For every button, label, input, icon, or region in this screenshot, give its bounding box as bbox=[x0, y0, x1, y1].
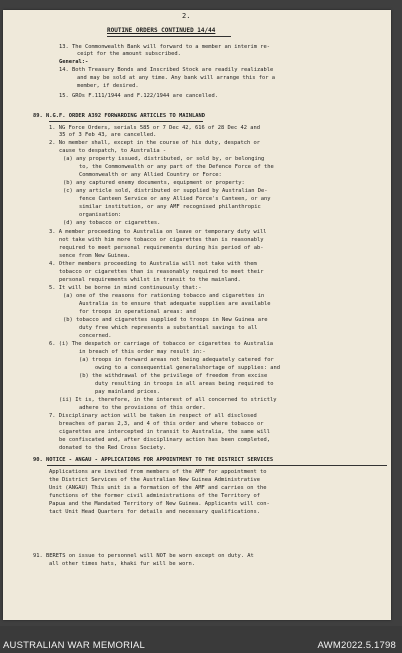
text-line: (c) any article sold, distributed or supplied by Australian De- bbox=[63, 188, 268, 194]
text-line: General:- bbox=[59, 59, 89, 65]
text-line: 4. Other members proceeding to Australia will not take with them bbox=[49, 261, 257, 267]
text-line: adhere to the provisions of this order. bbox=[79, 405, 206, 411]
text-line: donated to the Red Cross Society. bbox=[59, 445, 167, 451]
section-heading: 90. NOTICE - ANGAU - APPLICATIONS FOR APPOINTMENT TO THE DISTRICT SERVICES bbox=[33, 457, 274, 463]
text-line: (b) tobacco and cigarettes supplied to troops in New Guinea are bbox=[63, 317, 268, 323]
text-line: sence from New Guinea. bbox=[59, 253, 131, 259]
text-line: 3. A member proceeding to Australia on leave or temporary duty will bbox=[49, 229, 267, 235]
institution-name: AUSTRALIAN WAR MEMORIAL bbox=[3, 640, 146, 651]
text-line: personal requirements whilst in transit to the mainland. bbox=[59, 277, 241, 283]
accession-number: AWM2022.5.1798 bbox=[317, 640, 396, 651]
text-line: (b) any captured enemy documents, equipment or property: bbox=[63, 180, 245, 186]
text-line: pay mainland prices. bbox=[95, 389, 160, 395]
text-line: (a) one of the reasons for rationing tobacco and cigarettes in bbox=[63, 293, 265, 299]
text-line: Australia is to ensure that adequate supplies are available bbox=[79, 301, 271, 307]
text-line: to, the Commonwealth or any part of the Defence Force of the bbox=[79, 164, 274, 170]
text-line: 2. No member shall, except in the course of his duty, despatch or bbox=[49, 140, 260, 146]
text-line: (a) troops in forward areas not being adequately catered for bbox=[79, 357, 274, 363]
text-line: 15. GROs F.111/1944 and F.122/1944 are cancelled. bbox=[59, 93, 219, 99]
text-line: 7. Disciplinary action will be taken in respect of all disclosed bbox=[49, 413, 257, 419]
footer-bar bbox=[0, 626, 402, 653]
section-underline bbox=[49, 121, 203, 122]
document-heading: ROUTINE ORDERS CONTINUED 14/44 bbox=[107, 27, 216, 34]
text-line: fence Canteen Service or any Allied Force's Canteen, or any bbox=[79, 196, 271, 202]
text-line: not take with him more tobacco or cigarettes than is reasonably bbox=[59, 237, 264, 243]
text-line: 13. The Commonwealth Bank will forward to a member an interim re- bbox=[59, 44, 270, 50]
text-line: the District Services of the Australian New Guinea Administrative bbox=[49, 477, 260, 483]
text-line: owing to a consequential generalshortage of supplies: and bbox=[95, 365, 280, 371]
text-line: 91. BERETS on issue to personnel will NOT be worn except on duty. At bbox=[33, 553, 254, 559]
text-line: (a) any property issued, distributed, or sold by, or belonging bbox=[63, 156, 265, 162]
text-line: ceipt for the amount subscribed. bbox=[77, 51, 181, 57]
text-line: 14. Both Treasury Bonds and Inscribed Stock are readily realizable bbox=[59, 67, 274, 73]
text-line: duty resulting in troops in all areas being required to bbox=[95, 381, 274, 387]
text-line: member, if desired. bbox=[77, 83, 139, 89]
text-line: 1. NG Force Orders, serials 585 or 7 Dec 42, 616 of 28 Dec 42 and bbox=[49, 125, 260, 131]
text-line: tact Unit Head Quarters for details and necessary qualifications. bbox=[49, 509, 260, 515]
text-line: required to meet personal requirements during his period of ab- bbox=[59, 245, 264, 251]
text-line: Applications are invited from members of the AMF for appointment to bbox=[49, 469, 267, 475]
text-line: concerned. bbox=[79, 333, 112, 339]
page-number: 2. bbox=[182, 12, 191, 20]
text-line: Unit (ANGAU) This unit is a formation of the AMF and carries on the bbox=[49, 485, 267, 491]
document-page bbox=[3, 10, 391, 620]
text-line: Commonwealth or any Allied Country or Force: bbox=[79, 172, 222, 178]
section-underline bbox=[47, 465, 387, 466]
text-line: organisation: bbox=[79, 212, 122, 218]
text-line: be confiscated and, after disciplinary action has been completed, bbox=[59, 437, 270, 443]
text-line: breaches of paras 2,3, and 4 of this order and where tobacco or bbox=[59, 421, 264, 427]
text-line: cigarettes are intercepted in transit to Australia, the same will bbox=[59, 429, 270, 435]
text-line: and may be sold at any time. Any bank will arrange this for a bbox=[77, 75, 275, 81]
text-line: cause to despatch, to Australia - bbox=[59, 148, 167, 154]
text-line: (d) any tobacco or cigarettes. bbox=[63, 220, 161, 226]
text-line: for troops in operational areas: and bbox=[79, 309, 196, 315]
text-line: duty free which represents a substantial savings to all bbox=[79, 325, 258, 331]
text-line: in breach of this order may result in:- bbox=[79, 349, 206, 355]
text-line: all other times hats, khaki fur will be worn. bbox=[49, 561, 196, 567]
text-line: 35 of 3 Feb 43, are cancelled. bbox=[59, 132, 157, 138]
text-line: (b) the withdrawal of the privilege of freedom from excise bbox=[79, 373, 268, 379]
text-line: 6. (i) The despatch or carriage of tobacco or cigarettes to Australia bbox=[49, 341, 273, 347]
section-heading: 89. N.G.F. ORDER A392 FORWARDING ARTICLES TO MAINLAND bbox=[33, 113, 206, 119]
text-line: tobacco or cigarettes than is reasonably required to meet their bbox=[59, 269, 264, 275]
text-line: (ii) It is, therefore, in the interest of all concerned to strictly bbox=[59, 397, 277, 403]
text-line: similar institution, or any AMF recognised philanthropic bbox=[79, 204, 261, 210]
text-line: functions of the former civil administrations of the Territory of bbox=[49, 493, 260, 499]
text-line: 5. It will be borne in mind continuously that:- bbox=[49, 285, 202, 291]
text-line: Papua and the Mandated Territory of New Guinea. Applicants will con- bbox=[49, 501, 270, 507]
heading-underline bbox=[107, 36, 231, 37]
